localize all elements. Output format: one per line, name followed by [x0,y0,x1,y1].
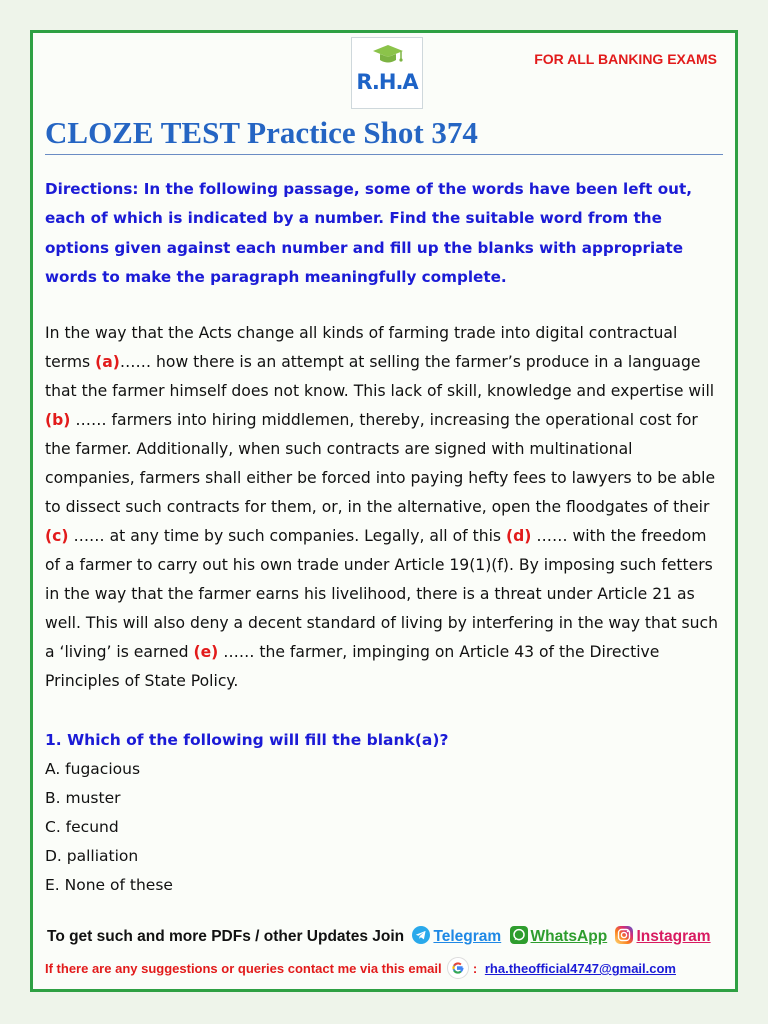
logo-text: R.H.A [356,70,418,94]
telegram-icon [412,926,430,944]
page-title: CLOZE TEST Practice Shot 374 [45,115,478,150]
whatsapp-icon [510,926,528,944]
email-link[interactable]: rha.theofficial4747@gmail.com [484,961,676,976]
graduation-cap-icon [372,44,404,66]
passage-segment: …… the farmer, impinging on Article 43 of the Directive Principles of State Policy. [45,643,660,690]
title-divider [45,154,723,155]
blank-b: (b) [45,411,71,429]
contact-text: If there are any suggestions or queries contact me via this email [45,961,442,976]
passage-segment: …… at any time by such companies. Legally, all of this [68,527,506,545]
option-e: E. None of these [45,876,173,894]
option-d: D. palliation [45,847,139,865]
passage-segment: …… with the freedom of a farmer to carry out his own trade under Article 19(1)(f). By imposing such fetters in the way that the farmer earns his livelihood, there is a threat under Article 21 as well. This will also deny a decent standard of living by interfering in the way that such a ‘living’ is earned [45,527,719,661]
blank-c: (c) [45,527,69,545]
blank-a: (a) [95,353,120,371]
passage-text [45,319,725,696]
answer-options [45,755,173,900]
blank-e: (e) [193,643,219,661]
whatsapp-link[interactable]: WhatsApp [530,928,608,945]
telegram-link[interactable]: Telegram [433,928,502,945]
contact-line [45,957,676,980]
document-page [30,30,738,992]
rha-logo [351,37,423,109]
join-text: To get such and more PDFs / other Updates Join [47,928,405,945]
option-b: B. muster [45,789,121,807]
blank-d: (d) [506,527,532,545]
option-a: A. fugacious [45,760,141,778]
contact-colon: : [472,961,478,976]
question-text: 1. Which of the following will fill the blank(a)? [45,731,449,749]
google-icon [447,957,469,979]
join-line [47,926,711,948]
option-c: C. fecund [45,818,119,836]
banking-exams-label: FOR ALL BANKING EXAMS [534,51,717,67]
passage-segment: …… how there is an attempt at selling the farmer’s produce in a language that the farmer himself does not know. This lack of skill, knowledge and expertise will [45,353,715,400]
passage-segment: In the way that the Acts change all kinds of farming trade into digital contractual terms [45,324,678,371]
instagram-link[interactable]: Instagram [636,928,711,945]
instagram-icon [615,926,633,944]
passage-segment: …… farmers into hiring middlemen, thereby, increasing the operational cost for the farmer. Additionally, when such contracts are signed with multinational companies, farmers shall either be forced into paying hefty fees to lawyers to be able to dissect such contracts for them, or, in the alternative, open the floodgates of their [45,411,716,516]
directions-text: Directions: In the following passage, some of the words have been left out, each of which is indicated by a number. Find the suitable word from the options given against each number and fill up the blanks with appropriate words to make the paragraph meaningfully complete. [45,180,692,286]
